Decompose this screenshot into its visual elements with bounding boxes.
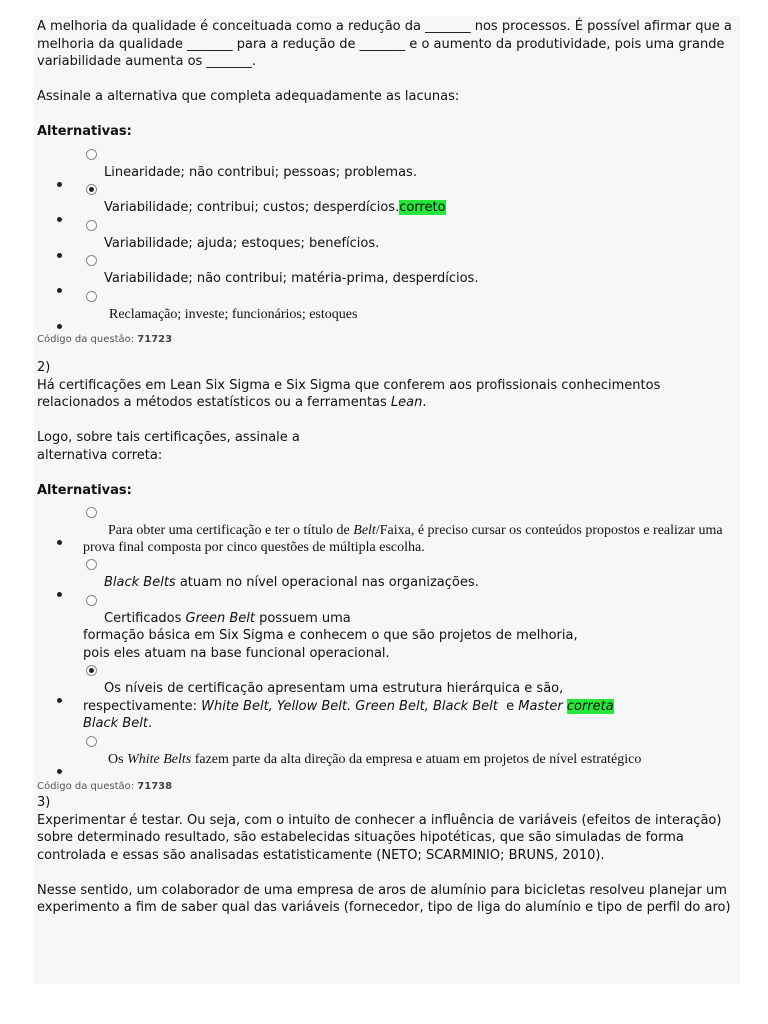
q2-option-5-text <box>83 752 641 767</box>
q2-option-4[interactable] <box>37 665 737 733</box>
q2-option-4-part: . <box>147 716 153 731</box>
q2-option-4-em: White Belt, Yellow Belt. Green Belt, Black Belt <box>201 698 498 714</box>
q2-option-1-part: /Faixa, é preciso cursar os conteúdos propostos e realizar uma prova final composta por cinco questões de múltipla escolha. <box>83 523 723 555</box>
radio-unchecked-icon[interactable] <box>86 255 97 266</box>
radio-unchecked-icon[interactable] <box>86 507 97 518</box>
code-label: Código da questão: <box>37 334 135 345</box>
q2-statement-text: Há certificações em Lean Six Sigma e Six Sigma que conferem aos profissionais conhecimentos relacionados a métodos estatísticos ou a ferramentas <box>37 377 661 410</box>
q2-number: 2) <box>37 360 51 375</box>
correct-tag: correta <box>566 698 614 714</box>
q2-option-3-line3: pois eles atuam na base funcional operacional. <box>83 645 390 661</box>
radio-unchecked-icon[interactable] <box>86 595 97 606</box>
q2-statement-em: Lean <box>390 395 423 410</box>
q1-option-4-text: Variabilidade; não contribui; matéria-prima, desperdícios. <box>104 271 479 286</box>
q2-logo-line1: Logo, sobre tais certificações, assinale a <box>37 430 300 445</box>
correct-tag: correto <box>399 200 446 215</box>
q2-options <box>37 507 737 768</box>
q2-option-5-part: Os <box>108 751 128 767</box>
q2-option-3-part: possuem uma <box>254 610 351 626</box>
bullet-icon <box>57 698 62 703</box>
q2-option-3-em: Green Belt <box>185 610 255 626</box>
q2-statement <box>37 377 737 412</box>
q1-code <box>37 333 737 347</box>
radio-unchecked-icon[interactable] <box>86 149 97 160</box>
q1-instruction: Assinale a alternativa que completa adequadamente as lacunas: <box>37 89 460 104</box>
radio-unchecked-icon[interactable] <box>86 220 97 231</box>
q2-option-4-line3 <box>83 715 737 733</box>
q1-option-5-text: Reclamação; investe; funcionários; estoques <box>109 306 358 322</box>
q2-option-4-part: e <box>497 698 519 714</box>
q2-option-3-line2: formação básica em Six Sigma e conhecem o que são projetos de melhoria, <box>83 628 578 643</box>
q3-statement2: Nesse sentido, um colaborador de uma empresa de aros de alumínio para bicicletas resolveu planejar um experimento a fim de saber qual das variáveis (fornecedor, tipo de liga do alumínio e tipo de perfil do aro) <box>37 882 731 915</box>
bullet-icon <box>57 769 62 774</box>
q1-option-2-text: Variabilidade; contribui; custos; desperdícios. <box>104 200 400 215</box>
q2-option-4-line1: Os níveis de certificação apresentam uma estrutura hierárquica e são, <box>104 681 564 696</box>
q2-option-1-part: Para obter uma certificação e ter o título de <box>108 523 354 538</box>
q1-alternatives-label: Alternativas: <box>37 124 132 139</box>
q2-option-2-em: Black Belts <box>104 575 176 590</box>
q2-option-1-text <box>83 523 723 555</box>
q2-option-1-em: Belt <box>353 523 376 538</box>
q2-logo-line2: alternativa correta: <box>37 447 163 463</box>
q2-option-5[interactable] <box>37 736 737 769</box>
q2-option-4-line2 <box>83 698 737 716</box>
radio-unchecked-icon[interactable] <box>86 736 97 747</box>
q1-option-3[interactable] <box>37 220 737 253</box>
radio-unchecked-icon[interactable] <box>86 291 97 302</box>
code-label: Código da questão: <box>37 781 135 792</box>
radio-unchecked-icon[interactable] <box>86 559 97 570</box>
q3-number: 3) <box>37 795 51 810</box>
q1-option-3-text: Variabilidade; ajuda; estoques; benefícios. <box>104 235 380 251</box>
q1-option-1-text: Linearidade; não contribui; pessoas; problemas. <box>104 164 417 180</box>
bullet-icon <box>57 540 62 545</box>
q2-option-1[interactable] <box>37 507 737 556</box>
q2-option-3[interactable] <box>37 595 737 663</box>
radio-checked-icon[interactable] <box>86 184 97 195</box>
bullet-icon <box>57 324 62 329</box>
q1-option-2[interactable] <box>37 184 737 217</box>
q1-statement: A melhoria da qualidade é conceituada como a redução da _______ nos processos. É possível afirmar que a melhoria da qualidade _______ para a redução de _______ e o aumento da produtividade, pois uma grande variabilidade aumenta os _______. <box>37 19 732 69</box>
q2-option-4-em: Black Belt <box>83 716 148 731</box>
q2-option-4-part: respectivamente: <box>83 698 202 714</box>
q3-statement: Experimentar é testar. Ou seja, com o intuito de conhecer a influência de variáveis (efeitos de interação) sobre determinado resultado, são estabelecidas situações hipotéticas, que são simuladas de forma controlada e essas são analisadas estatisticamente (NETO; SCARMINIO; BRUNS, 2010). <box>37 812 722 863</box>
q1-option-4[interactable] <box>37 255 737 288</box>
q2-option-4-em: Master <box>518 698 563 714</box>
q2-option-2-text: atuam no nível operacional nas organizações. <box>175 575 479 590</box>
q2-alternatives-label: Alternativas: <box>37 482 132 498</box>
radio-checked-icon[interactable] <box>86 665 97 676</box>
q1-options <box>37 149 737 324</box>
q2-option-2[interactable] <box>37 559 737 592</box>
q2-statement-end: . <box>422 395 427 410</box>
q2-option-3-part: Certificados <box>104 610 186 626</box>
q2-option-3-line1 <box>83 610 737 628</box>
q1-option-5[interactable] <box>37 291 737 324</box>
question-page <box>34 16 740 984</box>
q2-code <box>37 780 737 794</box>
q2-option-5-em: White Belts <box>127 751 192 767</box>
q2-option-5-part: fazem parte da alta direção da empresa e atuam em projetos de nível estratégico <box>191 751 642 767</box>
code-value: 71723 <box>137 334 173 345</box>
q1-option-1[interactable] <box>37 149 737 182</box>
code-value: 71738 <box>137 781 173 792</box>
